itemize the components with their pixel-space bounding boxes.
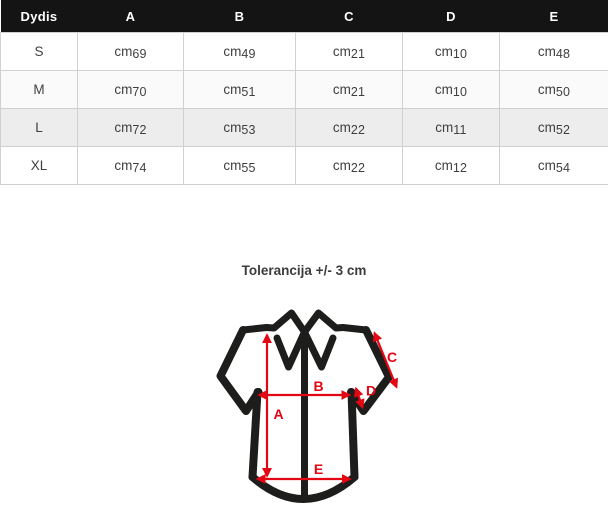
value-text: 22	[350, 160, 366, 175]
value-text: 50	[555, 84, 571, 99]
value-text: 12	[452, 160, 468, 175]
unit-label: cm	[223, 120, 242, 135]
unit-label: cm	[332, 120, 351, 135]
value-text: 10	[452, 46, 468, 61]
value-text: 55	[241, 160, 256, 175]
measurement-cell	[403, 33, 500, 71]
shirt-collar-right	[305, 313, 344, 332]
value-text: 21	[350, 46, 366, 61]
measurement-cell	[296, 109, 403, 147]
value-text: 10	[452, 84, 468, 99]
value-text: 72	[132, 122, 147, 137]
unit-label: cm	[434, 82, 453, 97]
measurement-cell	[184, 147, 296, 185]
shirt-collar-right-point	[305, 332, 334, 367]
value-text: 54	[555, 160, 571, 175]
shirt-sleeve-left	[221, 330, 259, 411]
shirt-side-right	[352, 392, 355, 477]
size-cell: XL	[1, 147, 78, 185]
value-text: 69	[132, 46, 147, 61]
measurement-cell	[296, 71, 403, 109]
measurement-cell	[184, 109, 296, 147]
unit-label: cm	[434, 44, 453, 59]
measure-b-label: B	[313, 378, 324, 394]
measurement-cell	[500, 109, 608, 147]
unit-label: cm	[114, 120, 133, 135]
measurement-cell	[403, 71, 500, 109]
value-text: 21	[350, 84, 366, 99]
shirt-collar-left-point	[277, 332, 305, 367]
measurement-cell	[78, 71, 184, 109]
unit-label: cm	[537, 120, 556, 135]
size-cell: M	[1, 71, 78, 109]
measure-e-label: E	[313, 461, 324, 477]
tolerance-note: Tolerancija +/- 3 cm	[241, 263, 367, 278]
measurement-cell	[78, 109, 184, 147]
unit-label: cm	[537, 82, 556, 97]
unit-label: cm	[114, 158, 133, 173]
col-header-d: D	[403, 0, 500, 33]
measurement-cell	[403, 109, 500, 147]
unit-label: cm	[114, 44, 133, 59]
unit-label: cm	[114, 82, 133, 97]
unit-label: cm	[332, 82, 351, 97]
measurement-cell	[500, 147, 608, 185]
unit-label: cm	[537, 158, 556, 173]
shirt-measurement-diagram	[210, 296, 410, 520]
measurement-cell	[184, 33, 296, 71]
header-row	[1, 0, 608, 33]
value-text: 49	[241, 46, 256, 61]
measurement-cell	[500, 33, 608, 71]
table-row-m	[1, 71, 608, 109]
col-header-c: C	[296, 0, 403, 33]
measurement-cell	[500, 71, 608, 109]
shirt-side-left	[253, 392, 258, 477]
measurement-cell	[403, 147, 500, 185]
col-header-e: E	[500, 0, 608, 33]
shirt-collar-left	[267, 313, 305, 332]
size-chart-table	[0, 0, 608, 185]
table-row-xl	[1, 147, 608, 185]
size-cell: S	[1, 33, 78, 71]
measurement-cell	[78, 33, 184, 71]
measure-d-label: D	[365, 382, 377, 399]
value-text: 11	[453, 122, 467, 137]
measure-a-label: A	[273, 406, 284, 422]
value-text: 74	[132, 160, 147, 175]
table-row-s	[1, 33, 608, 71]
unit-label: cm	[434, 158, 453, 173]
measure-c-label: C	[386, 349, 398, 365]
unit-label: cm	[223, 158, 242, 173]
unit-label: cm	[435, 120, 454, 135]
measurement-cell	[184, 71, 296, 109]
unit-label: cm	[223, 82, 242, 97]
value-text: 22	[350, 122, 366, 137]
shirt-sleeve-right	[351, 330, 389, 411]
measurement-cell	[296, 33, 403, 71]
table-row-l	[1, 109, 608, 147]
measurement-cell	[296, 147, 403, 185]
measurement-cell	[78, 147, 184, 185]
value-text: 70	[132, 84, 147, 99]
value-text: 52	[555, 122, 571, 137]
unit-label: cm	[332, 44, 351, 59]
col-header-a: A	[78, 0, 184, 33]
col-header-size: Dydis	[1, 0, 78, 33]
col-header-b: B	[184, 0, 296, 33]
value-text: 51	[241, 84, 256, 99]
unit-label: cm	[223, 44, 242, 59]
value-text: 48	[555, 46, 571, 61]
value-text: 53	[241, 122, 256, 137]
unit-label: cm	[332, 158, 351, 173]
unit-label: cm	[537, 44, 556, 59]
size-cell: L	[1, 109, 78, 147]
